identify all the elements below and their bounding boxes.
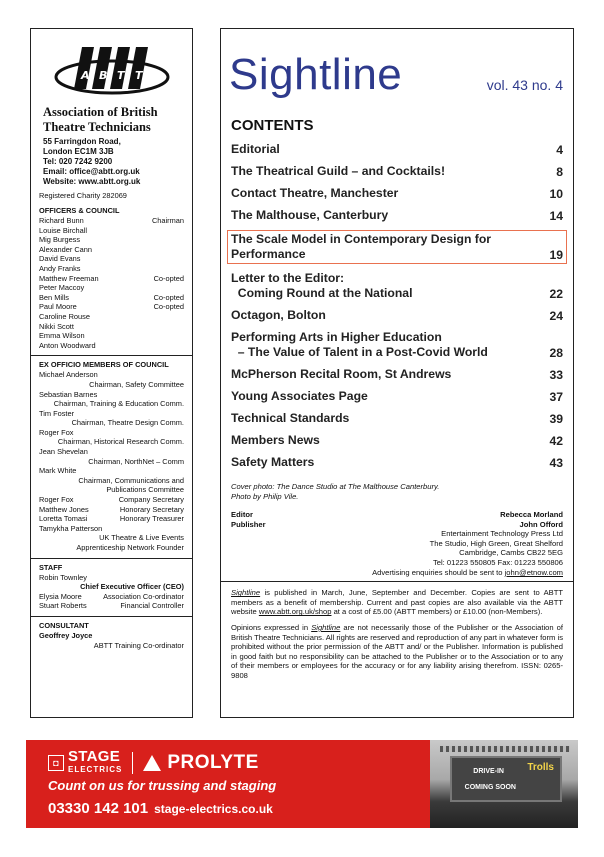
staff-list [39, 573, 184, 611]
list-item: Michael Anderson Chairman, Safety Committee [39, 370, 184, 389]
list-item: Roger Fox Company Secretary [39, 495, 184, 505]
toc-entry[interactable] [227, 230, 567, 264]
toc-entry[interactable] [231, 271, 563, 301]
list-item: Mig Burgess [39, 235, 81, 245]
org-address: 55 Farringdon Road, London EC1M 3JB Tel: 020 7242 9200 Email: office@abtt.org.uk Website: www.abtt.org.uk [43, 137, 184, 187]
list-item: Anton Woodward [39, 340, 96, 350]
toc-spacer [231, 360, 563, 367]
list-item: Louise Birchall [39, 225, 88, 235]
toc-entry[interactable] [231, 208, 563, 223]
toc-title: Letter to the Editor: [231, 271, 345, 285]
staff-title: STAFF [39, 562, 63, 572]
consultant-title: CONSULTANT [39, 620, 89, 630]
disclaimer: Opinions expressed in Sightline are not necessarily those of the Publisher or the Association of British Theatre Technicians. All rights are reserved and reproduction of any part in whatever form is prohibited without the prior permission of the ABTT and/ or the Publisher. Information is published in good faith but no responsibility can be attached to the Publisher or to the Association or to any of their members or employees for the accuracy or for any liability arising therefrom. ISSN: 0265-9808 [231, 622, 563, 680]
list-item: Matthew Jones Honorary Secretary [39, 504, 184, 514]
masthead-panel [30, 28, 193, 718]
toc-title: McPherson Recital Room, St Andrews [231, 367, 452, 381]
list-item: Tim Foster Chairman, Theatre Design Comm. [39, 408, 184, 428]
cover-caption: Cover photo: The Dance Studio at The Malthouse Canterbury. Photo by Philip Vile. [231, 482, 440, 501]
prolyte-triangle-icon [143, 755, 161, 771]
list-item: Caroline Rouse [39, 311, 90, 321]
exofficio-title: EX OFFICIO MEMBERS OF COUNCIL [39, 360, 169, 370]
toc-page-number: 22 [549, 287, 563, 301]
toc-spacer [231, 264, 563, 271]
toc-page-number: 14 [549, 209, 563, 223]
exofficio-list [39, 370, 184, 495]
list-item: Jean Shevelan Chairman, NorthNet – Comm [39, 447, 184, 466]
list-item: Alexander Cann [39, 244, 93, 254]
advert-logos [48, 750, 259, 776]
list-item: Matthew Freeman Co-opted [39, 273, 184, 283]
advert-tagline: Count on us for trussing and staging [48, 778, 277, 793]
org-name: Association of British Theatre Technicians [43, 105, 158, 134]
toc-entry[interactable] [231, 186, 563, 201]
divider [31, 616, 192, 617]
list-item: Loretta Tomasi Honorary Treasurer [39, 514, 184, 524]
toc-page-number: 24 [549, 309, 563, 323]
toc-spacer [231, 382, 563, 389]
toc-title: Safety Matters [231, 455, 315, 469]
toc-subtitle: Performance [231, 247, 306, 261]
divider [221, 581, 573, 582]
toc-spacer [231, 448, 563, 455]
toc-page-number: 42 [549, 434, 563, 448]
toc-spacer [231, 201, 563, 208]
toc-entry[interactable] [231, 367, 563, 382]
stage-electrics-icon: ◘ [48, 755, 64, 771]
toc-entry[interactable] [231, 308, 563, 323]
toc-title: Performing Arts in Higher Education [231, 330, 442, 344]
toc-spacer [231, 157, 563, 164]
list-item: Emma Wilson [39, 331, 85, 341]
list-item: Andy Franks [39, 263, 81, 273]
publication-info: Sightline is published in March, June, September and December. Copies are sent to ABTT members as a benefit of membership. Current and past copies are also available via the ABTT website www.abtt.org.uk/shop at a cost of £5.00 (ABTT members) or £10.00 (non-Members). [231, 588, 563, 617]
list-item: Geoffrey Joyce ABTT Training Co-ordinator [39, 630, 184, 650]
contents-panel [220, 28, 574, 718]
toc-entry[interactable] [231, 433, 563, 448]
toc-subtitle: – The Value of Talent in a Post-Covid World [231, 345, 488, 359]
toc-page-number: 4 [556, 143, 563, 157]
toc-title: Young Associates Page [231, 389, 368, 403]
toc-page-number: 37 [549, 390, 563, 404]
toc-entry[interactable] [231, 164, 563, 179]
stage-electrics-logo: STAGE ELECTRICS [68, 748, 123, 774]
toc-title: Members News [231, 433, 320, 447]
toc-entry[interactable] [231, 330, 563, 360]
shop-link[interactable]: www.abtt.org.uk/shop [258, 607, 332, 617]
magazine-title: Sightline [229, 50, 403, 99]
secretaries-list [39, 495, 184, 524]
toc-page-number: 28 [549, 346, 563, 360]
contents-heading: CONTENTS [231, 117, 314, 134]
abtt-logo [52, 39, 172, 99]
volume-number: vol. 43 no. 4 [486, 77, 563, 93]
toc-spacer [231, 179, 563, 186]
drive-in-photo: DRIVE-IN Trolls COMING SOON [430, 740, 578, 828]
divider [31, 558, 192, 559]
advertising-email-link[interactable]: john@etnow.com [504, 567, 563, 577]
toc-spacer [231, 301, 563, 308]
list-item: Nikki Scott [39, 321, 74, 331]
toc-title: Octagon, Bolton [231, 308, 326, 322]
toc-page-number: 19 [549, 248, 563, 262]
svg-text:T: T [134, 69, 143, 82]
svg-text:T: T [116, 69, 125, 82]
toc-entry[interactable] [231, 411, 563, 426]
toc-title: The Malthouse, Canterbury [231, 208, 389, 222]
editorial-credits: Editor Rebecca Morland Publisher John Offord Entertainment Technology Press Ltd The Studio, High Green, Great Shelford Cambridge, Cambs CB22 5EG Tel: 01223 550805 Fax: 01223 550806 Advertising enquiries should be sent to john@etnow.com [231, 510, 563, 577]
truss-graphic [440, 746, 570, 752]
toc-page-number: 33 [549, 368, 563, 382]
toc-title: Contact Theatre, Manchester [231, 186, 399, 200]
toc-entry[interactable] [231, 142, 563, 157]
list-item: Elysia Moore Association Co-ordinator [39, 591, 184, 601]
website-link[interactable]: Website: www.abtt.org.uk [43, 177, 141, 186]
toc-spacer [231, 404, 563, 411]
list-item: Roger Fox Chairman, Historical Research Comm. [39, 427, 184, 447]
list-item: Sebastian Barnes Chairman, Training & Education Comm. [39, 389, 184, 409]
toc-page-number: 10 [549, 187, 563, 201]
toc-page-number: 39 [549, 412, 563, 426]
list-item: Paul Moore Co-opted [39, 302, 184, 312]
toc-spacer [231, 426, 563, 433]
list-item: Mark White Chairman, Communications and Publications Committee [39, 466, 184, 495]
svg-text:B: B [98, 69, 107, 82]
advert-contact: 03330 142 101 stage-electrics.co.uk [48, 800, 273, 817]
toc-title: The Theatrical Guild – and Cocktails! [231, 164, 446, 178]
svg-text:A: A [80, 69, 90, 82]
list-item: Tamykha Patterson UK Theatre & Live Events Apprenticeship Network Founder [39, 523, 184, 552]
toc-title: Technical Standards [231, 411, 350, 425]
list-item: David Evans [39, 254, 81, 264]
table-of-contents [231, 142, 563, 470]
toc-spacer [231, 323, 563, 330]
list-item: Stuart Roberts Financial Controller [39, 601, 184, 611]
toc-title: The Scale Model in Contemporary Design for [231, 232, 492, 246]
advert-website[interactable]: stage-electrics.co.uk [154, 802, 273, 816]
toc-entry[interactable] [231, 455, 563, 470]
list-item: Robin Townley [39, 572, 87, 582]
toc-subtitle: Coming Round at the National [231, 286, 413, 300]
toc-page-number: 8 [556, 165, 563, 179]
toc-entry[interactable] [231, 389, 563, 404]
email-link[interactable]: Email: office@abtt.org.uk [43, 167, 140, 176]
toc-spacer [231, 223, 563, 230]
list-item: Ben Mills Co-opted [39, 292, 184, 302]
toc-page-number: 43 [549, 456, 563, 470]
list-item: Richard Bunn Chairman [39, 216, 184, 225]
officers-list [39, 216, 184, 350]
divider [31, 355, 192, 356]
toc-title: Editorial [231, 142, 280, 156]
list-item: Chief Executive Officer (CEO) [80, 582, 184, 592]
masthead [231, 29, 563, 97]
list-item: Peter Maccoy [39, 283, 85, 293]
stage-electrics-advert[interactable] [26, 740, 578, 828]
charity-number: Registered Charity 282069 [39, 191, 127, 200]
logo-divider [132, 752, 133, 774]
prolyte-logo: PROLYTE [143, 752, 259, 774]
officers-title: OFFICERS & COUNCIL [39, 206, 120, 215]
